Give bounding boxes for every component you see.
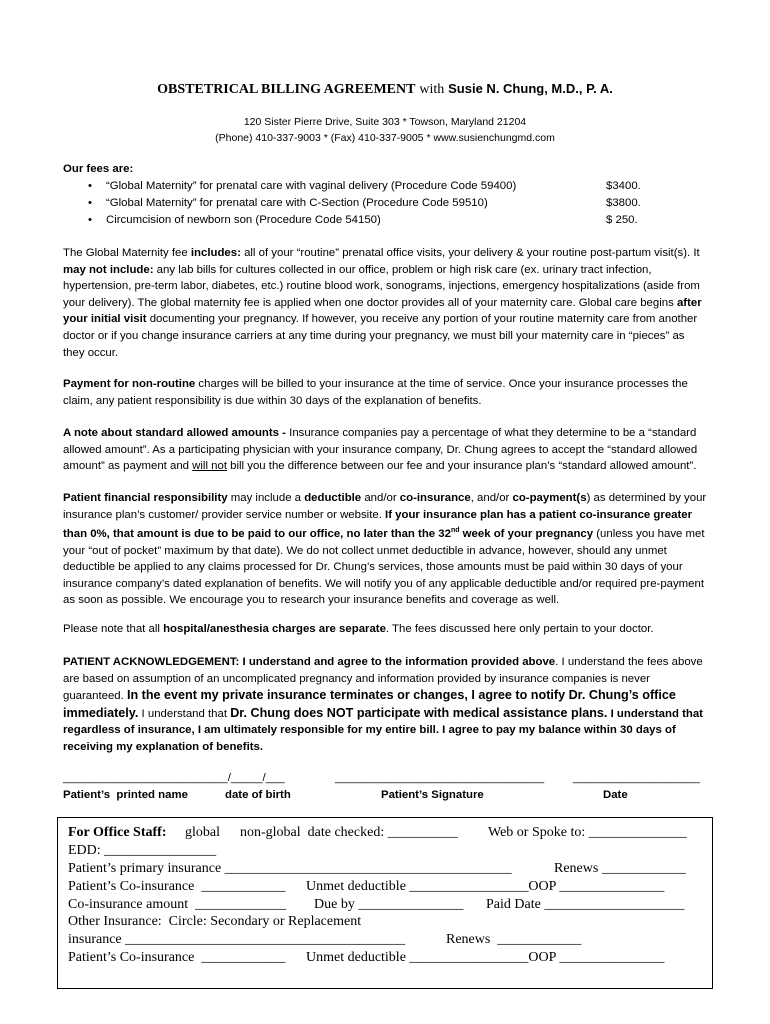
text: Insurance companies pay a percentage of what they determine to be a “standard allowed amount”. As a participating physician with your insurance company, Dr. Chung agrees to accept the “standard allowed amount” as payment and [63,427,698,473]
label-dob: date of birth [225,789,291,801]
title-doctor: Susie N. Chung, M.D., P. A. [448,81,613,96]
text: documenting your pregnancy. If however, you receive any portion of your routine maternity care from another doctor or if you change insurance carriers at any time during your pregnancy, we must bill your maternity care in “pieces” as they occur. [63,313,698,359]
text: . I understand the fees above are based on assumption of an uncomplicated pregnancy and information provided by insurance companies is never guaranteed. [63,656,703,703]
bullet-icon: • [88,196,92,209]
document-title [0,80,770,98]
bold-text: If your insurance plan has a patient co-insurance greater than 0%, that amount is due to be paid to our office, no later than the 32 [63,508,693,540]
fees-heading: Our fees are: [63,163,134,175]
fees-section [63,161,708,229]
hospital-charges-paragraph [63,621,708,638]
non-global-date-field[interactable]: non-global date checked: __________ [240,825,458,840]
bold-text: after your initial visit [63,296,702,326]
text: . The fees discussed here only pertain to your doctor. [385,623,654,635]
bold-text: includes: [190,247,241,259]
office-line [68,949,702,967]
due-by-field[interactable]: Due by _______________ [314,896,464,912]
text: Please note that all [63,623,164,635]
office-line [68,860,702,878]
bold-text: In the event my private insurance terminates or changes, I agree to notify Dr. Chung’s office immediately. [63,688,676,720]
office-address: 120 Sister Pierre Drive, Suite 303 * Towson, Maryland 21204 [243,116,527,128]
date-line[interactable]: ____________________ [573,772,700,784]
bold-text: A note about standard allowed amounts - [63,427,286,439]
other-insurance-label: Other Insurance: Circle: Secondary or Replacement [68,914,362,930]
bold-text: Payment for non-routine [63,378,196,390]
fee-description: Circumcision of newborn son (Procedure Code 54150) [106,213,381,226]
acknowledgement-paragraph [63,654,708,756]
fee-item [63,212,708,229]
text: (unless you have met your “out of pocket” maximum by that date). We do not collect unmet deductible in advance, however, should any unmet deductible be applied to any claims processed for Dr. Chung’s services, those amounts must be paid within 30 days of your insurance company’s dated explanation of benefits. We will notify you of any applicable deductible and/or required pre-payment as soon as possible. We encourage you to research your insurance benefits and coverage as well. [63,527,705,607]
bold-text: hospital/anesthesia charges are separate [163,623,386,635]
bullet-icon: • [88,213,92,226]
text: I understand that [138,707,231,720]
co-insurance-amount-field[interactable]: Co-insurance amount _____________ [68,896,287,912]
text: and/or [361,492,400,504]
underlined-text: will not [192,460,227,473]
office-contact: (Phone) 410-337-9003 * (Fax) 410-337-9005 * www.susienchungmd.com [215,132,555,144]
text: all of your “routine” prenatal office visits, your delivery & your routine post-partum visit(s). It [240,247,700,259]
fee-item [63,178,708,195]
bold-text: co-payment(s [512,492,587,504]
bold-text: deductible [304,492,362,504]
renews-field[interactable]: Renews ____________ [554,860,686,876]
financial-responsibility-paragraph [63,490,708,609]
text: may include a [227,492,305,504]
edd-field[interactable]: EDD: ________________ [68,842,217,858]
other-insurance-field[interactable]: insurance ________________________________________ [68,932,406,948]
bullet-icon: • [88,179,92,192]
primary-insurance-field[interactable]: Patient’s primary insurance _________________________________________ [68,860,512,876]
other-co-insurance-field[interactable]: Patient’s Co-insurance ____________ [68,950,286,966]
signature-line[interactable]: _________________________________ [335,772,545,784]
deductible-oop-field[interactable]: Unmet deductible _________________OOP _______________ [306,878,665,894]
paid-date-field[interactable]: Paid Date ____________________ [486,896,685,912]
office-line [68,878,702,896]
other-deductible-oop-field[interactable]: Unmet deductible _________________OOP _______________ [306,950,665,966]
office-line [68,842,702,860]
global-maternity-paragraph [63,245,708,361]
office-staff-box [57,817,713,989]
text: , and/or [470,492,513,504]
bold-text: For Office Staff: [68,825,167,840]
web-spoke-field[interactable]: Web or Spoke to: ______________ [488,825,687,840]
text: The Global Maternity fee [63,247,191,259]
fee-item [63,195,708,212]
office-line [68,896,702,914]
office-line [68,931,702,949]
bold-text: Dr. Chung does NOT participate with medical assistance plans. [230,705,608,720]
text: any lab bills for cultures collected in our office, problem or high risk care (ex. urinary tract infection, hypertension, pre-term labor, diabetes, etc.) routine blood work, sonograms, injections, emergency hospitalizations (aside from your delivery). The global maternity fee is applied when one doctor provides all of your maternity care. Global care begins [63,263,700,309]
office-line [68,824,702,842]
office-staff-label [68,824,166,842]
fee-price: $ 250. [606,213,638,226]
office-line [68,913,702,931]
bold-text: Patient financial responsibility [63,492,228,504]
global-option[interactable]: global [185,825,220,840]
co-insurance-field[interactable]: Patient’s Co-insurance ____________ [68,878,286,894]
payment-paragraph [63,376,708,409]
label-signature: Patient’s Signature [381,789,484,801]
fee-description: “Global Maternity” for prenatal care with vaginal delivery (Procedure Code 59400) [106,179,517,192]
name-dob-line[interactable]: __________________________/_____/___ [63,772,285,784]
fee-price: $3400. [606,179,641,192]
title-with: with [419,82,445,97]
label-printed-name: Patient’s printed name [63,789,188,801]
bold-text: may not include: [63,263,154,276]
title-main: OBSTETRICAL BILLING AGREEMENT [157,82,416,97]
allowed-amounts-paragraph [63,425,708,475]
superscript: nd [450,527,460,535]
label-date: Date [603,789,628,801]
bold-text: week of your pregnancy [459,527,594,540]
bold-text: I understand that regardless of insurance, I am ultimately responsible for my entire bill. I agree to pay my balance within 30 days of receiving my explanation of benefits. [63,707,703,753]
text: ) as determined by your insurance plan’s customer/ provider service number or website. [63,492,707,521]
fee-description: “Global Maternity” for prenatal care with C-Section (Procedure Code 59510) [106,196,488,209]
fee-price: $3800. [606,196,641,209]
other-renews-field[interactable]: Renews ____________ [446,932,582,948]
bold-text: PATIENT ACKNOWLEDGEMENT: I understand and agree to the information provided above [63,656,556,668]
text: bill you the difference between our fee and your insurance plan’s “standard allowed amount”. [227,460,697,473]
bold-text: co-insurance [399,492,471,504]
text: charges will be billed to your insurance at the time of service. Once your insurance processes the claim, any patient responsibility is due within 30 days of the explanation of benefits. [63,378,688,407]
